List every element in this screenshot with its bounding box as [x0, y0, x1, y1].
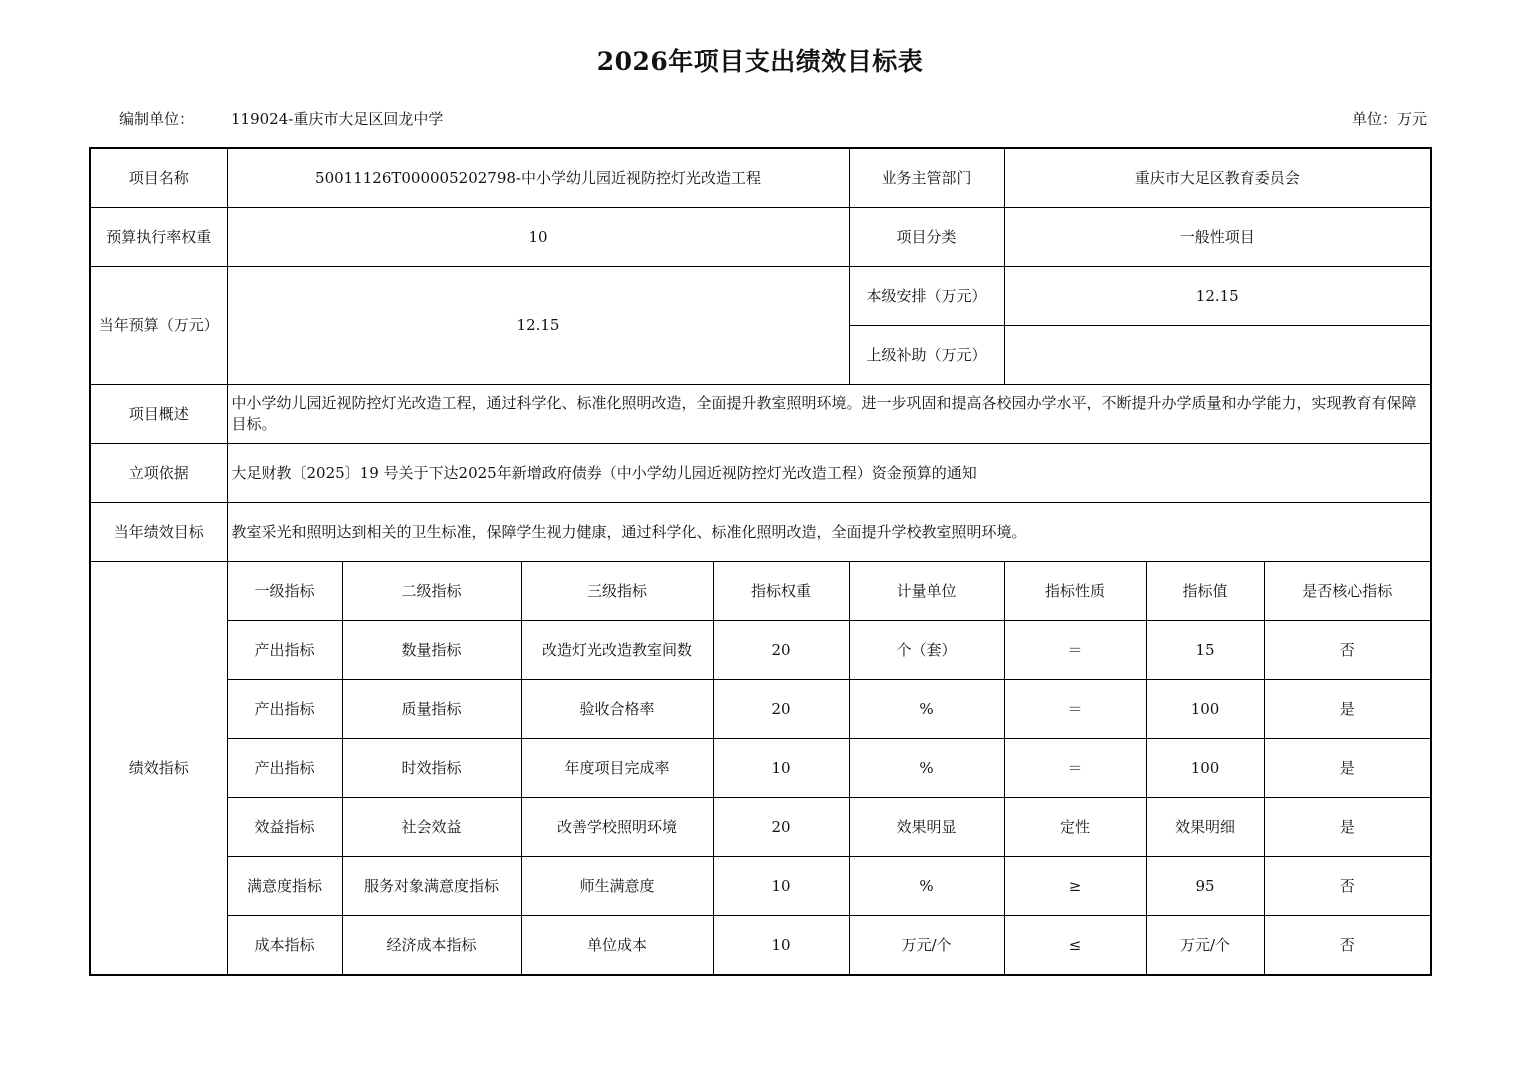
table-cell: ＝	[1004, 621, 1146, 680]
column-header: 二级指标	[342, 562, 521, 621]
table-cell: 单位成本	[521, 916, 713, 976]
column-header: 三级指标	[521, 562, 713, 621]
table-cell: ≥	[1004, 857, 1146, 916]
table-row	[90, 798, 1431, 857]
table-cell: 95	[1146, 857, 1264, 916]
table-cell: 服务对象满意度指标	[342, 857, 521, 916]
local-value: 12.15	[1004, 267, 1431, 326]
row-overview	[90, 385, 1431, 444]
table-cell: 是	[1264, 798, 1431, 857]
table-cell: 个（套）	[849, 621, 1004, 680]
table-cell: ＝	[1004, 739, 1146, 798]
row-budget	[90, 267, 1431, 326]
table-cell: 是	[1264, 739, 1431, 798]
table-cell: 产出指标	[227, 680, 342, 739]
table-cell: 改善学校照明环境	[521, 798, 713, 857]
table-cell: 验收合格率	[521, 680, 713, 739]
indicator-header-row	[90, 562, 1431, 621]
table-cell: %	[849, 739, 1004, 798]
project-name-label: 项目名称	[90, 148, 227, 208]
table-cell: 效果明显	[849, 798, 1004, 857]
table-cell: 改造灯光改造教室间数	[521, 621, 713, 680]
table-cell: 15	[1146, 621, 1264, 680]
table-cell: 数量指标	[342, 621, 521, 680]
table-row	[90, 739, 1431, 798]
table-cell: 成本指标	[227, 916, 342, 976]
column-header: 指标值	[1146, 562, 1264, 621]
budget-value: 12.15	[227, 267, 849, 385]
table-cell: 师生满意度	[521, 857, 713, 916]
table-cell: 20	[713, 680, 849, 739]
column-header: 指标权重	[713, 562, 849, 621]
table-cell: 10	[713, 916, 849, 976]
budget-label: 当年预算（万元）	[90, 267, 227, 385]
table-cell: 否	[1264, 621, 1431, 680]
table-cell: 20	[713, 621, 849, 680]
category-label: 项目分类	[849, 208, 1004, 267]
table-cell: %	[849, 680, 1004, 739]
category-value: 一般性项目	[1004, 208, 1431, 267]
upper-label: 上级补助（万元）	[849, 326, 1004, 385]
overview-label: 项目概述	[90, 385, 227, 444]
goal-value: 教室采光和照明达到相关的卫生标准，保障学生视力健康，通过科学化、标准化照明改造，全面提升学校教室照明环境。	[227, 503, 1431, 562]
goal-label: 当年绩效目标	[90, 503, 227, 562]
table-cell: 社会效益	[342, 798, 521, 857]
indicators-section-label: 绩效指标	[90, 562, 227, 976]
row-weight	[90, 208, 1431, 267]
table-row	[90, 916, 1431, 976]
upper-value	[1004, 326, 1431, 385]
table-cell: 10	[713, 739, 849, 798]
dept-label: 业务主管部门	[849, 148, 1004, 208]
project-name-value: 50011126T000005202798-中小学幼儿园近视防控灯光改造工程	[227, 148, 849, 208]
table-cell: 产出指标	[227, 621, 342, 680]
table-cell: 是	[1264, 680, 1431, 739]
basis-value: 大足财教〔2025〕19 号关于下达2025年新增政府债券（中小学幼儿园近视防控灯光改造工程）资金预算的通知	[227, 444, 1431, 503]
table-cell: 效果明细	[1146, 798, 1264, 857]
table-row	[90, 857, 1431, 916]
column-header: 一级指标	[227, 562, 342, 621]
table-row	[90, 680, 1431, 739]
column-header: 指标性质	[1004, 562, 1146, 621]
table-cell: 效益指标	[227, 798, 342, 857]
table-cell: 否	[1264, 916, 1431, 976]
table-cell: 经济成本指标	[342, 916, 521, 976]
table-cell: ＝	[1004, 680, 1146, 739]
table-cell: 20	[713, 798, 849, 857]
row-project-name	[90, 148, 1431, 208]
weight-value: 10	[227, 208, 849, 267]
table-cell: 时效指标	[342, 739, 521, 798]
table-cell: 100	[1146, 739, 1264, 798]
row-basis	[90, 444, 1431, 503]
row-goal	[90, 503, 1431, 562]
table-cell: 满意度指标	[227, 857, 342, 916]
table-cell: 万元/个	[1146, 916, 1264, 976]
table-cell: 10	[713, 857, 849, 916]
table-cell: 定性	[1004, 798, 1146, 857]
dept-value: 重庆市大足区教育委员会	[1004, 148, 1431, 208]
unit-name: 119024-重庆市大足区回龙中学	[231, 110, 444, 128]
table-cell: ≤	[1004, 916, 1146, 976]
performance-table	[89, 147, 1432, 976]
table-cell: %	[849, 857, 1004, 916]
overview-value: 中小学幼儿园近视防控灯光改造工程，通过科学化、标准化照明改造，全面提升教室照明环境。进一步巩固和提高各校园办学水平，不断提升办学质量和办学能力，实现教育有保障目标。	[227, 385, 1431, 444]
currency-unit: 单位：万元	[1351, 110, 1427, 128]
table-cell: 100	[1146, 680, 1264, 739]
basis-label: 立项依据	[90, 444, 227, 503]
table-cell: 产出指标	[227, 739, 342, 798]
table-row	[90, 621, 1431, 680]
table-cell: 年度项目完成率	[521, 739, 713, 798]
table-cell: 质量指标	[342, 680, 521, 739]
weight-label: 预算执行率权重	[90, 208, 227, 267]
local-label: 本级安排（万元）	[849, 267, 1004, 326]
table-cell: 万元/个	[849, 916, 1004, 976]
column-header: 是否核心指标	[1264, 562, 1431, 621]
page-title: 2026年项目支出绩效目标表	[596, 47, 924, 76]
column-header: 计量单位	[849, 562, 1004, 621]
table-cell: 否	[1264, 857, 1431, 916]
unit-label: 编制单位：	[119, 110, 195, 128]
